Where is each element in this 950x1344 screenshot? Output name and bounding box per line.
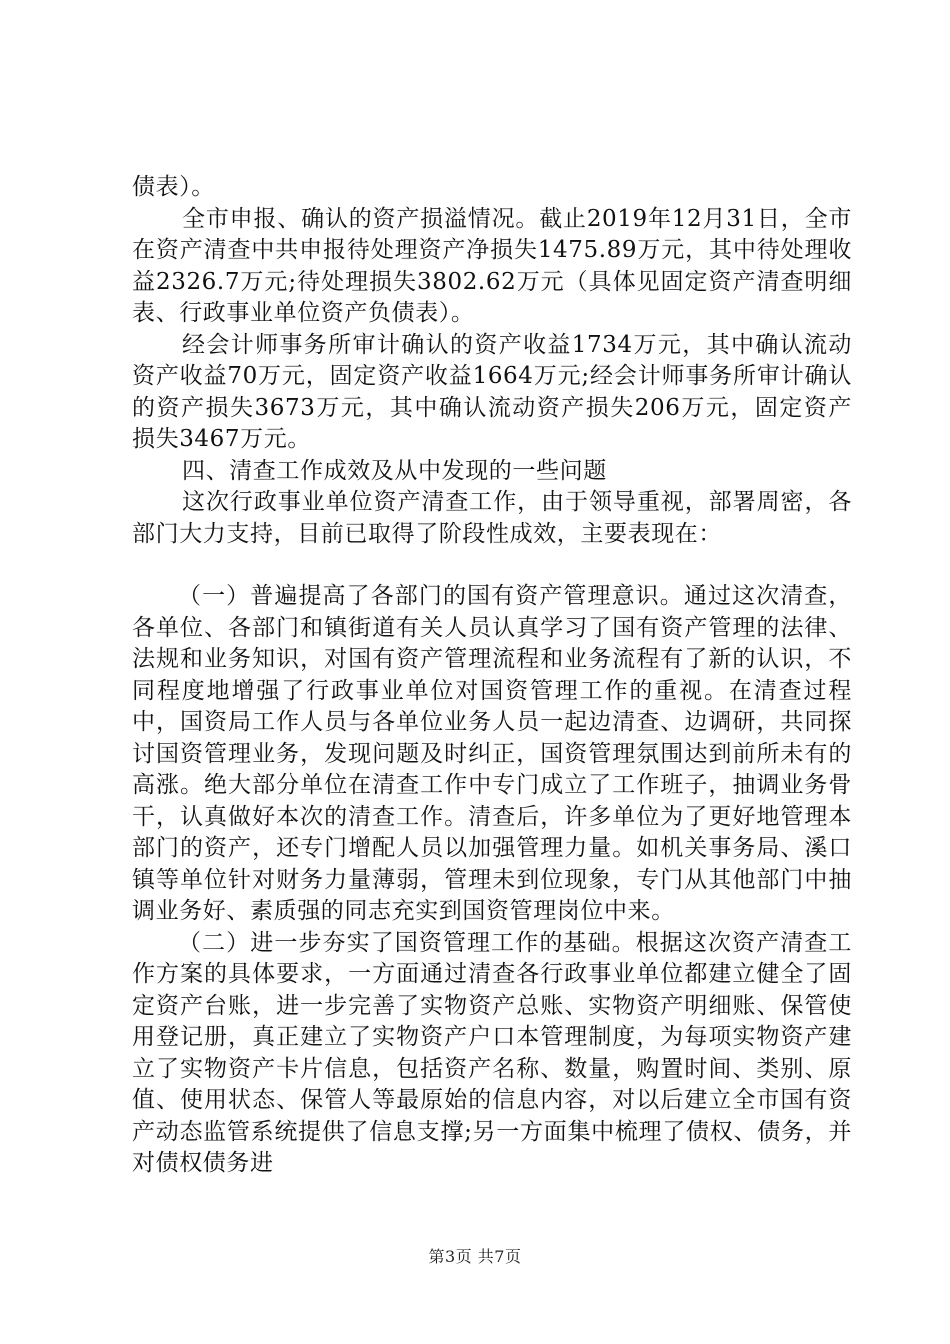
page-number-footer: 第3页 共7页 xyxy=(428,1247,522,1266)
paragraph-audit-confirmation: 经会计师事务所审计确认的资产收益1734万元，其中确认流动资产收益70万元，固定资产收益1664万元;经会计师事务所审计确认的资产损失3673万元，其中确认流动资产损失206万元，固定资产损失3467万元。 xyxy=(132,331,852,452)
document-body xyxy=(132,172,852,1180)
section-heading-four: 四、清查工作成效及从中发现的一些问题 xyxy=(182,457,607,484)
paragraph-continuation: 债表）。 xyxy=(132,174,215,200)
paragraph-point-two: （二）进一步夯实了国资管理工作的基础。根据这次资产清查工作方案的具体要求，一方面通过清查各行政事业单位都建立健全了固定资产台账，进一步完善了实物资产总账、实物资产明细账、保管使用登记册，真正建立了实物资产户口本管理制度，为每项实物资产建立了实物资产卡片信息，包括资产名称、数量，购置时间、类别、原值、使用状态、保管人等最原始的信息内容，对以后建立全市国有资产动态监管系统提供了信息支撑;另一方面集中梳理了债权、债务，并对债权债务进 xyxy=(132,929,852,1176)
paragraph-point-one: （一）普遍提高了各部门的国有资产管理意识。通过这次清查，各单位、各部门和镇街道有关人员认真学习了国有资产管理的法律、法规和业务知识，对国有资产管理流程和业务流程有了新的认识，不同程度地增强了行政事业单位对国资管理工作的重视。在清查过程中，国资局工作人员与各单位业务人员一起边清查、边调研，共同探讨国资管理业务，发现问题及时纠正，国资管理氛围达到前所未有的高涨。绝大部分单位在清查工作中专门成立了工作班子，抽调业务骨干，认真做好本次的清查工作。清查后，许多单位为了更好地管理本部门的资产，还专门增配人员以加强管理力量。如机关事务局、溪口镇等单位针对财务力量薄弱，管理未到位现象，专门从其他部门中抽调业务好、素质强的同志充实到国资管理岗位中来。 xyxy=(132,583,852,924)
paragraph-asset-gain-loss: 全市申报、确认的资产损溢情况。截止2019年12月31日，全市在资产清查中共申报待处理资产净损失1475.89万元，其中待处理收益2326.7万元;待处理损失3802.62万元（具体见固定资产清查明细表、行政事业单位资产负债表）。 xyxy=(132,205,852,326)
paragraph-achievements-intro: 这次行政事业单位资产清查工作，由于领导重视，部署周密，各部门大力支持，目前已取得了阶段性成效，主要表现在： xyxy=(132,489,852,547)
